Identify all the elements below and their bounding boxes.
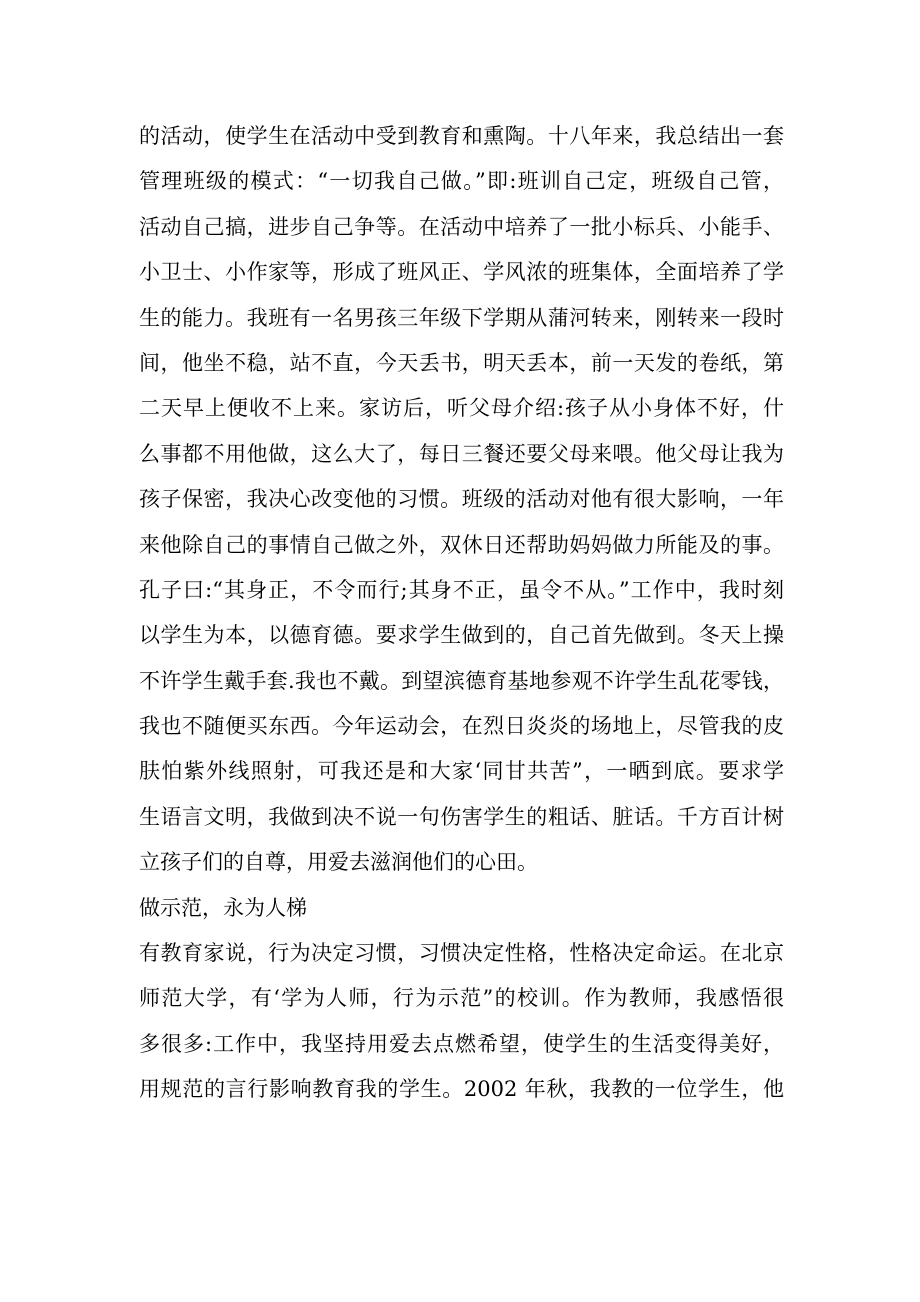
body-line: 来他除自己的事情自己做之外，双休日还帮助妈妈做力所能及的事。 bbox=[139, 532, 784, 557]
body-line: 孔子曰:“其身正，不令而行;其身不正，虽令不从。”工作中，我时刻 bbox=[139, 577, 784, 602]
body-line: 不许学生戴手套.我也不戴。到望滨德育基地参观不许学生乱花零钱， bbox=[139, 668, 784, 693]
body-line: 二天早上便收不上来。家访后，听父母介绍:孩子从小身体不好，什 bbox=[139, 396, 784, 421]
body-line: 多很多:工作中，我坚持用爱去点燃希望，使学生的生活变得美好， bbox=[139, 1031, 784, 1056]
body-line: 生语言文明，我做到决不说一句伤害学生的粗话、脏话。千方百计树 bbox=[139, 804, 784, 829]
body-line: 以学生为本，以德育德。要求学生做到的，自己首先做到。冬天上操 bbox=[139, 623, 784, 648]
body-line: 师范大学，有‘学为人师，行为示范”的校训。作为教师，我感悟很 bbox=[139, 986, 784, 1011]
body-line: 生的能力。我班有一名男孩三年级下学期从蒲河转来，刚转来一段时 bbox=[139, 305, 784, 330]
body-line: 有教育家说，行为决定习惯，习惯决定性格，性格决定命运。在北京 bbox=[139, 941, 784, 966]
section-heading: 做示范，永为人梯 bbox=[139, 895, 307, 920]
body-line: 间，他坐不稳，站不直，今天丢书，明天丢本，前一天发的卷纸，第 bbox=[139, 350, 784, 375]
body-line: 么事都不用他做，这么大了，每日三餐还要父母来喂。他父母让我为 bbox=[139, 441, 784, 466]
body-line: 管理班级的模式：“一切我自己做。”即:班训自己定，班级自己管， bbox=[139, 169, 784, 194]
body-line: 的活动，使学生在活动中受到教育和熏陶。十八年来，我总结出一套 bbox=[139, 124, 784, 148]
document-body bbox=[139, 114, 784, 1113]
body-line: 肤怕紫外线照射，可我还是和大家‘同甘共苦”，一晒到底。要求学 bbox=[139, 759, 784, 784]
body-line: 立孩子们的自尊，用爱去滋润他们的心田。 bbox=[139, 850, 538, 875]
body-line: 我也不随便买东西。今年运动会，在烈日炎炎的场地上，尽管我的皮 bbox=[139, 714, 784, 739]
body-line: 小卫士、小作家等，形成了班风正、学风浓的班集体，全面培养了学 bbox=[139, 260, 784, 285]
body-line: 活动自己搞，进步自己争等。在活动中培养了一批小标兵、小能手、 bbox=[139, 214, 784, 239]
body-line: 孩子保密，我决心改变他的习惯。班级的活动对他有很大影响，一年 bbox=[139, 487, 784, 512]
body-line: 用规范的言行影响教育我的学生。2002 年秋，我教的一位学生，他 bbox=[139, 1077, 784, 1102]
